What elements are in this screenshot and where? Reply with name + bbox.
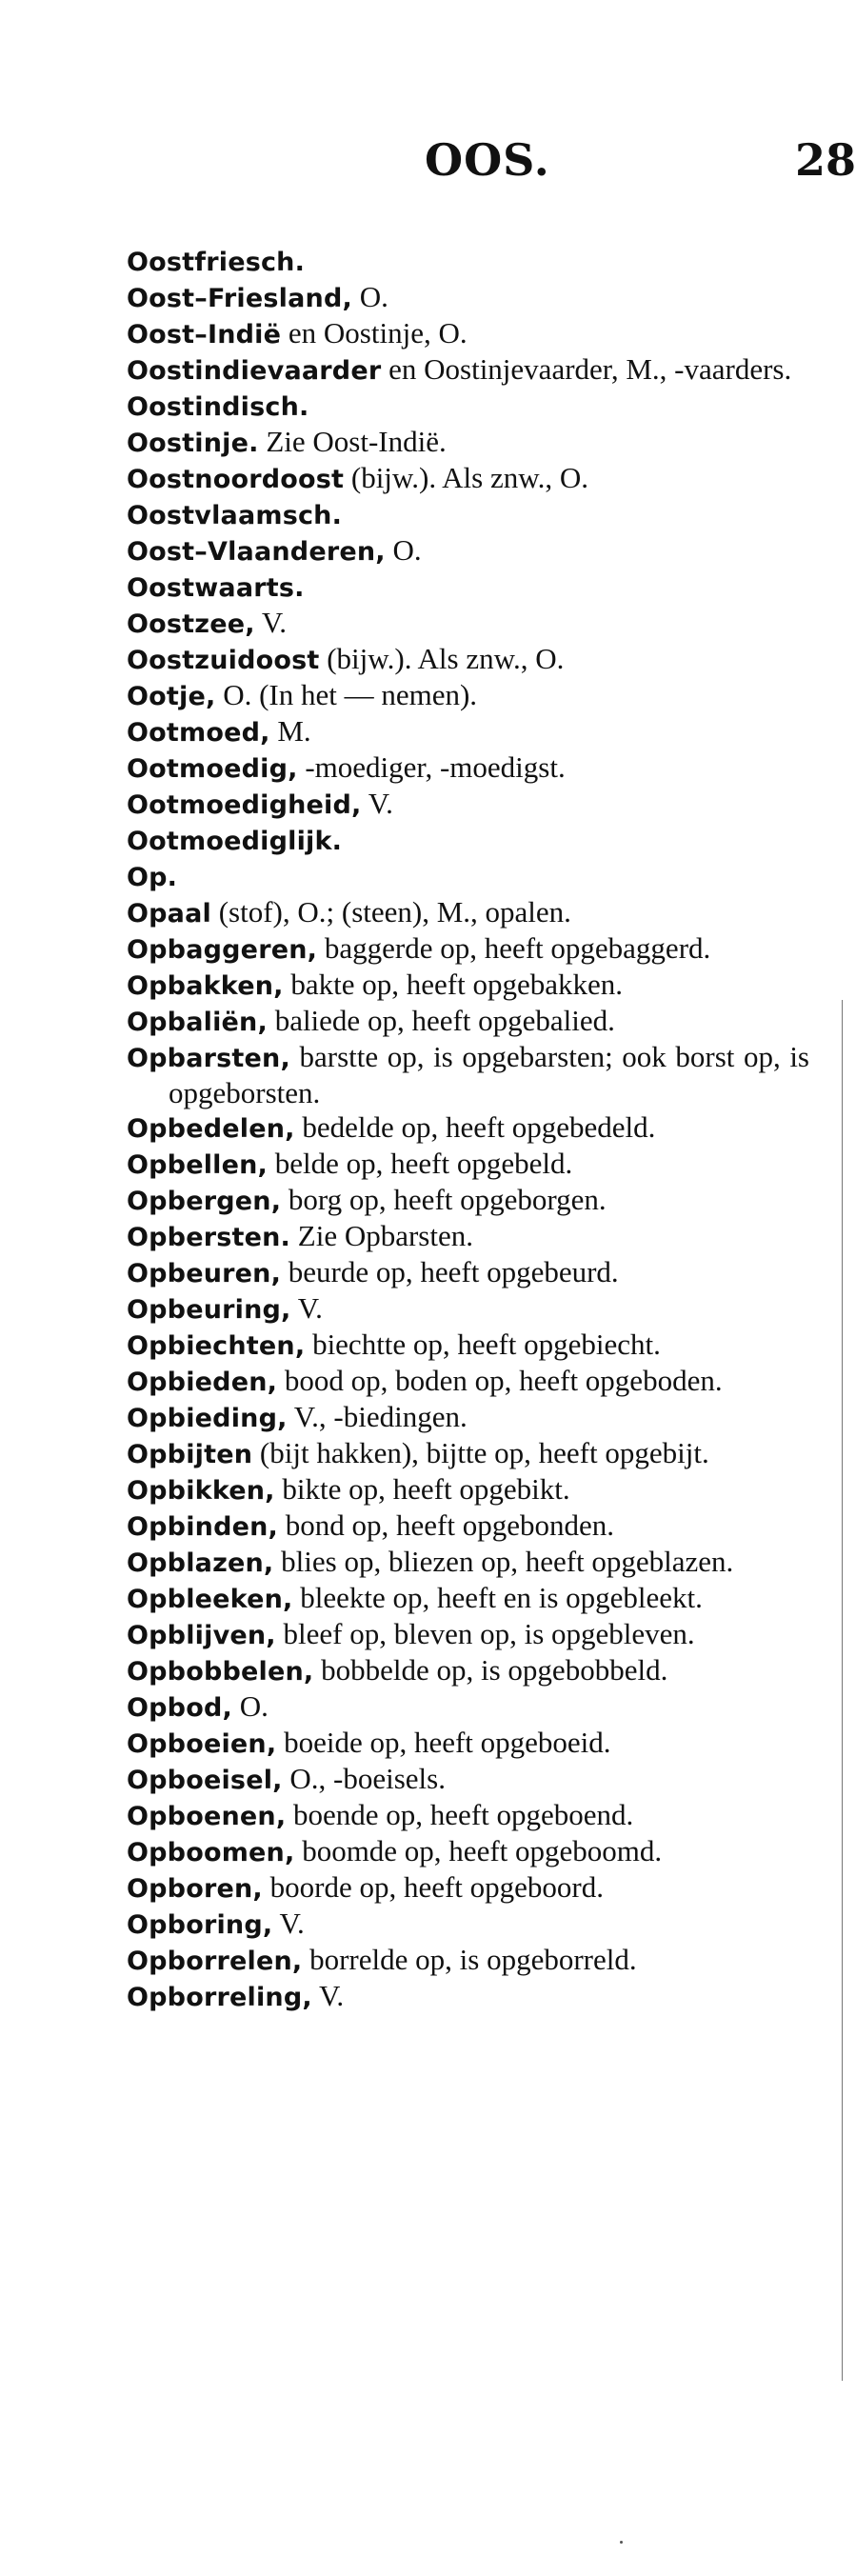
entry-headword: Opboeien, [127, 1729, 277, 1759]
dictionary-entry [127, 1834, 809, 1870]
entry-definition: bleef op, bleven op, is opgebleven. [283, 1617, 695, 1650]
entry-definition: (bijw.). Als znw., O. [327, 642, 565, 675]
entry-headword: Oost–Indië [127, 320, 282, 349]
entry-headword: Opbobbelen, [127, 1657, 314, 1687]
entry-headword: Opbedelen, [127, 1114, 295, 1144]
entry-definition: biechtte op, heeft opgebiecht. [312, 1328, 661, 1361]
entry-definition: O. [239, 1689, 269, 1723]
dictionary-entry [127, 1147, 809, 1183]
entry-definition: bakte op, heeft opgebakken. [290, 968, 623, 1001]
entry-headword: Opbod, [127, 1693, 232, 1723]
dictionary-entry [127, 1870, 809, 1907]
entry-headword: Opbergen, [127, 1187, 282, 1216]
entry-headword: Opbarsten, [127, 1044, 290, 1073]
dictionary-entry [127, 1400, 809, 1436]
entry-headword: Oostwaarts. [127, 573, 305, 603]
dictionary-entry [127, 859, 809, 895]
entry-definition: belde op, heeft opgebeld. [274, 1147, 573, 1180]
entry-headword: Opbaliën, [127, 1008, 268, 1037]
entry-definition: V. [261, 606, 288, 639]
entry-definition: bood op, boden op, heeft opgeboden. [284, 1364, 723, 1397]
entry-definition: (bijt hakken), bijtte op, heeft opgebijt. [259, 1436, 709, 1469]
entry-headword: Opborreling, [127, 1983, 312, 2012]
dictionary-entry [127, 1762, 809, 1798]
entry-headword: Oost–Friesland, [127, 284, 352, 313]
dictionary-entry [127, 1110, 809, 1147]
page-number: 28 [795, 134, 856, 186]
dictionary-entry [127, 244, 809, 280]
dictionary-entry [127, 1364, 809, 1400]
entry-headword: Oostzee, [127, 609, 255, 639]
entry-headword: Opboren, [127, 1874, 263, 1904]
entry-definition: O., -boeisels. [289, 1762, 446, 1795]
entry-headword: Opbiechten, [127, 1331, 306, 1361]
entry-headword: Opbellen, [127, 1150, 269, 1180]
dictionary-entry [127, 461, 809, 497]
entry-headword: Opblazen, [127, 1548, 274, 1578]
entry-definition: V. [279, 1907, 305, 1940]
entry-definition: Zie Opbarsten. [297, 1219, 473, 1252]
entry-headword: Ootmoediglijk. [127, 827, 343, 856]
entry-headword: Opboomen, [127, 1838, 295, 1867]
dictionary-entry [127, 497, 809, 533]
entry-headword: Opbakken, [127, 971, 284, 1001]
dictionary-entry [127, 1726, 809, 1762]
dictionary-entry [127, 931, 809, 968]
entry-definition: O. [392, 533, 422, 567]
entry-definition: en Oostinje, O. [288, 316, 468, 349]
entry-definition: M. [277, 714, 311, 748]
entry-definition: bobbelde op, is opgebobbeld. [321, 1653, 668, 1687]
entry-definition: beurde op, heeft opgebeurd. [288, 1255, 619, 1288]
entry-definition: V. [297, 1291, 323, 1325]
dictionary-entry [127, 1183, 809, 1219]
entry-headword: Ootje, [127, 682, 216, 711]
entry-headword: Ootmoedigheid, [127, 790, 362, 820]
entry-headword: Opblijven, [127, 1621, 276, 1650]
dictionary-entry [127, 642, 809, 678]
dictionary-entry [127, 1689, 809, 1726]
entry-headword: Oostindievaarder [127, 356, 382, 386]
dictionary-entry [127, 1979, 809, 2015]
dictionary-entry [127, 1581, 809, 1617]
entry-definition: boomde op, heeft opgeboomd. [302, 1834, 663, 1867]
dictionary-entry [127, 678, 809, 714]
dictionary-entry [127, 606, 809, 642]
entry-definition: blies op, bliezen op, heeft opgeblazen. [281, 1545, 734, 1578]
entry-definition: borrelde op, is opgeborreld. [309, 1943, 637, 1976]
entry-headword: Opboeisel, [127, 1766, 283, 1795]
entry-headword: Opbeuring, [127, 1295, 291, 1325]
entry-definition: O. [359, 280, 388, 313]
entry-headword: Opbleeken, [127, 1585, 293, 1614]
entry-headword: Ootmoed, [127, 718, 270, 748]
dictionary-entry [127, 569, 809, 606]
dictionary-entry [127, 1798, 809, 1834]
entry-headword: Opbieden, [127, 1368, 278, 1397]
entry-definition: V. [319, 1979, 345, 2012]
dictionary-entry [127, 280, 809, 316]
print-speck [620, 2541, 623, 2544]
entry-headword: Opbieding, [127, 1404, 288, 1433]
entry-definition: baliede op, heeft opgebalied. [274, 1004, 615, 1037]
entry-headword: Ootmoedig, [127, 754, 298, 784]
dictionary-entry [127, 895, 809, 931]
entry-headword: Opbinden, [127, 1512, 279, 1542]
entry-definition: boorde op, heeft opgeboord. [269, 1870, 604, 1904]
dictionary-entry [127, 352, 809, 389]
dictionary-entry [127, 1545, 809, 1581]
dictionary-entry [127, 714, 809, 750]
entry-definition: V., -biedingen. [293, 1400, 468, 1433]
entry-definition: Zie Oost-Indië. [266, 425, 447, 458]
dictionary-entry [127, 1255, 809, 1291]
dictionary-entry [127, 1328, 809, 1364]
entry-headword: Oostvlaamsch. [127, 501, 343, 530]
dictionary-entry [127, 533, 809, 569]
entry-headword: Opbikken, [127, 1476, 275, 1506]
entry-headword: Opbaggeren, [127, 935, 318, 965]
dictionary-entry [127, 1943, 809, 1979]
entry-headword: Oostinje. [127, 429, 259, 458]
dictionary-entry [127, 1472, 809, 1508]
entry-definition: boeide op, heeft opgeboeid. [284, 1726, 611, 1759]
entry-headword: Opborrelen, [127, 1947, 303, 1976]
dictionary-entry [127, 1653, 809, 1689]
dictionary-entry-list [127, 244, 809, 2015]
dictionary-entry [127, 1040, 809, 1110]
entry-definition: bedelde op, heeft opgebedeld. [302, 1110, 656, 1144]
entry-definition: (bijw.). Als znw., O. [350, 461, 588, 494]
entry-headword: Opbeuren, [127, 1259, 282, 1288]
dictionary-entry [127, 1291, 809, 1328]
dictionary-entry [127, 1907, 809, 1943]
entry-headword: Oostindisch. [127, 392, 309, 422]
dictionary-entry [127, 389, 809, 425]
dictionary-entry [127, 316, 809, 352]
entry-definition: boende op, heeft opgeboend. [293, 1798, 634, 1831]
entry-headword: Oostzuidoost [127, 646, 320, 675]
entry-headword: Opbersten. [127, 1223, 291, 1252]
dictionary-entry [127, 1617, 809, 1653]
entry-definition: bond op, heeft opgebonden. [285, 1508, 614, 1542]
entry-definition: O. (In het — nemen). [223, 678, 478, 711]
entry-headword: Opboring, [127, 1910, 273, 1940]
dictionary-entry [127, 750, 809, 787]
entry-headword: Oost–Vlaanderen, [127, 537, 386, 567]
entry-headword: Opaal [127, 899, 211, 929]
entry-definition: V. [368, 787, 393, 820]
entry-definition: borg op, heeft opgeborgen. [288, 1183, 607, 1216]
running-head: OOS. [425, 134, 550, 186]
entry-headword: Opbijten [127, 1440, 253, 1469]
entry-definition: -moediger, -moedigst. [305, 750, 566, 784]
dictionary-entry [127, 1508, 809, 1545]
entry-definition: (stof), O.; (steen), M., opalen. [218, 895, 571, 929]
entry-headword: Oostfriesch. [127, 248, 306, 277]
margin-rule [842, 1000, 843, 2381]
entry-headword: Op. [127, 863, 178, 892]
dictionary-entry [127, 787, 809, 823]
entry-definition: barstte op, is opgebarsten; ook borst op, is opgeborsten. [169, 1040, 809, 1109]
dictionary-entry [127, 968, 809, 1004]
dictionary-entry [127, 1219, 809, 1255]
entry-headword: Opboenen, [127, 1802, 287, 1831]
entry-definition: bikte op, heeft opgebikt. [282, 1472, 570, 1506]
entry-definition: en Oostinjevaarder, M., -vaarders. [388, 352, 792, 386]
dictionary-entry [127, 425, 809, 461]
entry-definition: bleekte op, heeft en is opgebleekt. [300, 1581, 703, 1614]
entry-definition: baggerde op, heeft opgebaggerd. [324, 931, 711, 965]
page-header [0, 131, 856, 189]
dictionary-entry [127, 1436, 809, 1472]
entry-headword: Oostnoordoost [127, 465, 345, 494]
dictionary-entry [127, 823, 809, 859]
dictionary-entry [127, 1004, 809, 1040]
